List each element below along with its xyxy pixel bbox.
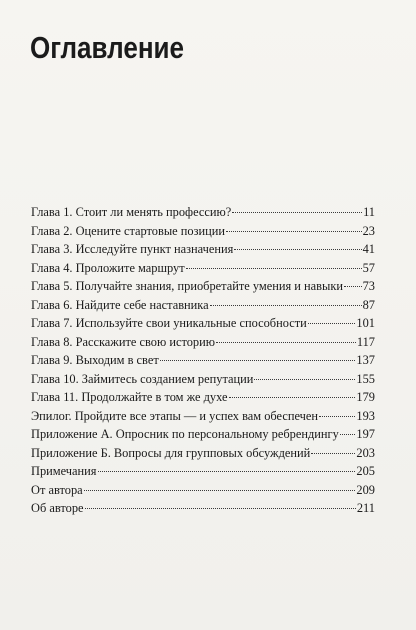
dot-leader: [234, 249, 361, 250]
toc-entry-title: Глава 8. Расскажите свою историю: [31, 334, 215, 349]
toc-entry: [31, 259, 375, 278]
dot-leader: [311, 453, 355, 454]
dot-leader: [229, 397, 356, 398]
toc-entry-title: Глава 2. Оцените стартовые позиции: [31, 223, 226, 238]
toc-page-number: 73: [362, 279, 375, 293]
toc-entry-title: Глава 11. Продолжайте в том же духе: [31, 390, 228, 404]
dot-leader: [98, 471, 356, 472]
toc-page-number: 197: [356, 427, 375, 441]
toc-page-number: 211: [356, 501, 375, 515]
dot-leader: [85, 508, 356, 509]
toc-entry: [31, 240, 375, 259]
dot-leader: [319, 416, 355, 417]
toc-page-number: 179: [356, 390, 375, 404]
toc-entry: [31, 388, 375, 407]
toc-entry-title: Глава 1. Стоит ли менять профессию?: [31, 205, 232, 219]
dot-leader: [226, 231, 362, 232]
dot-leader: [160, 360, 356, 361]
toc-entry-title: Глава 6. Найдите себе наставника: [31, 297, 209, 312]
toc-entry: [31, 444, 375, 463]
dot-leader: [308, 323, 356, 324]
toc-page-number: 137: [356, 353, 375, 367]
toc-page-number: 23: [362, 223, 375, 238]
dot-leader: [232, 212, 362, 213]
toc-entry-title: Приложение А. Опросник по персональному ребрендингу: [31, 427, 339, 441]
toc-entry: [31, 314, 375, 333]
page-title: Оглавление: [30, 30, 185, 65]
toc-page-number: 203: [356, 445, 375, 460]
toc-entry-title: Глава 10. Займитесь созданием репутации: [31, 371, 254, 386]
toc-page-number: 155: [356, 371, 375, 386]
toc-page-number: 209: [356, 482, 375, 497]
toc-entry: [31, 425, 375, 444]
toc-page-number: 41: [362, 242, 375, 256]
toc-page-number: 117: [356, 334, 375, 349]
dot-leader: [210, 305, 362, 306]
table-of-contents: [31, 203, 375, 518]
toc-entry-title: Глава 9. Выходим в свет: [31, 353, 159, 367]
toc-entry-title: Об авторе: [31, 501, 84, 515]
toc-entry: [31, 499, 375, 518]
toc-entry: [31, 333, 375, 352]
toc-page-number: 205: [356, 464, 375, 478]
toc-entry-title: Приложение Б. Вопросы для групповых обсуждений: [31, 445, 311, 460]
toc-entry-title: Эпилог. Пройдите все этапы — и успех вам обеспечен: [31, 408, 319, 423]
toc-entry: [31, 462, 375, 481]
toc-page-number: 11: [363, 205, 375, 219]
toc-entry-title: Примечания: [31, 464, 97, 478]
toc-entry: [31, 407, 375, 426]
toc-page-number: 87: [362, 297, 375, 312]
toc-page-number: 193: [356, 408, 375, 423]
toc-entry: [31, 222, 375, 241]
toc-entry-title: От автора: [31, 482, 83, 497]
toc-entry-title: Глава 3. Исследуйте пункт назначения: [31, 242, 234, 256]
dot-leader: [216, 342, 356, 343]
toc-entry: [31, 481, 375, 500]
toc-entry: [31, 370, 375, 389]
toc-entry-title: Глава 7. Используйте свои уникальные способности: [31, 316, 307, 330]
dot-leader: [344, 286, 362, 287]
toc-entry-title: Глава 5. Получайте знания, приобретайте умения и навыки: [31, 279, 343, 293]
toc-entry: [31, 277, 375, 296]
toc-entry: [31, 351, 375, 370]
toc-page-number: 57: [362, 260, 375, 275]
toc-page-number: 101: [356, 316, 375, 330]
toc-entry: [31, 203, 375, 222]
toc-entry: [31, 296, 375, 315]
dot-leader: [340, 434, 356, 435]
dot-leader: [186, 268, 362, 269]
dot-leader: [84, 490, 356, 491]
toc-entry-title: Глава 4. Проложите маршрут: [31, 260, 185, 275]
dot-leader: [254, 379, 355, 380]
